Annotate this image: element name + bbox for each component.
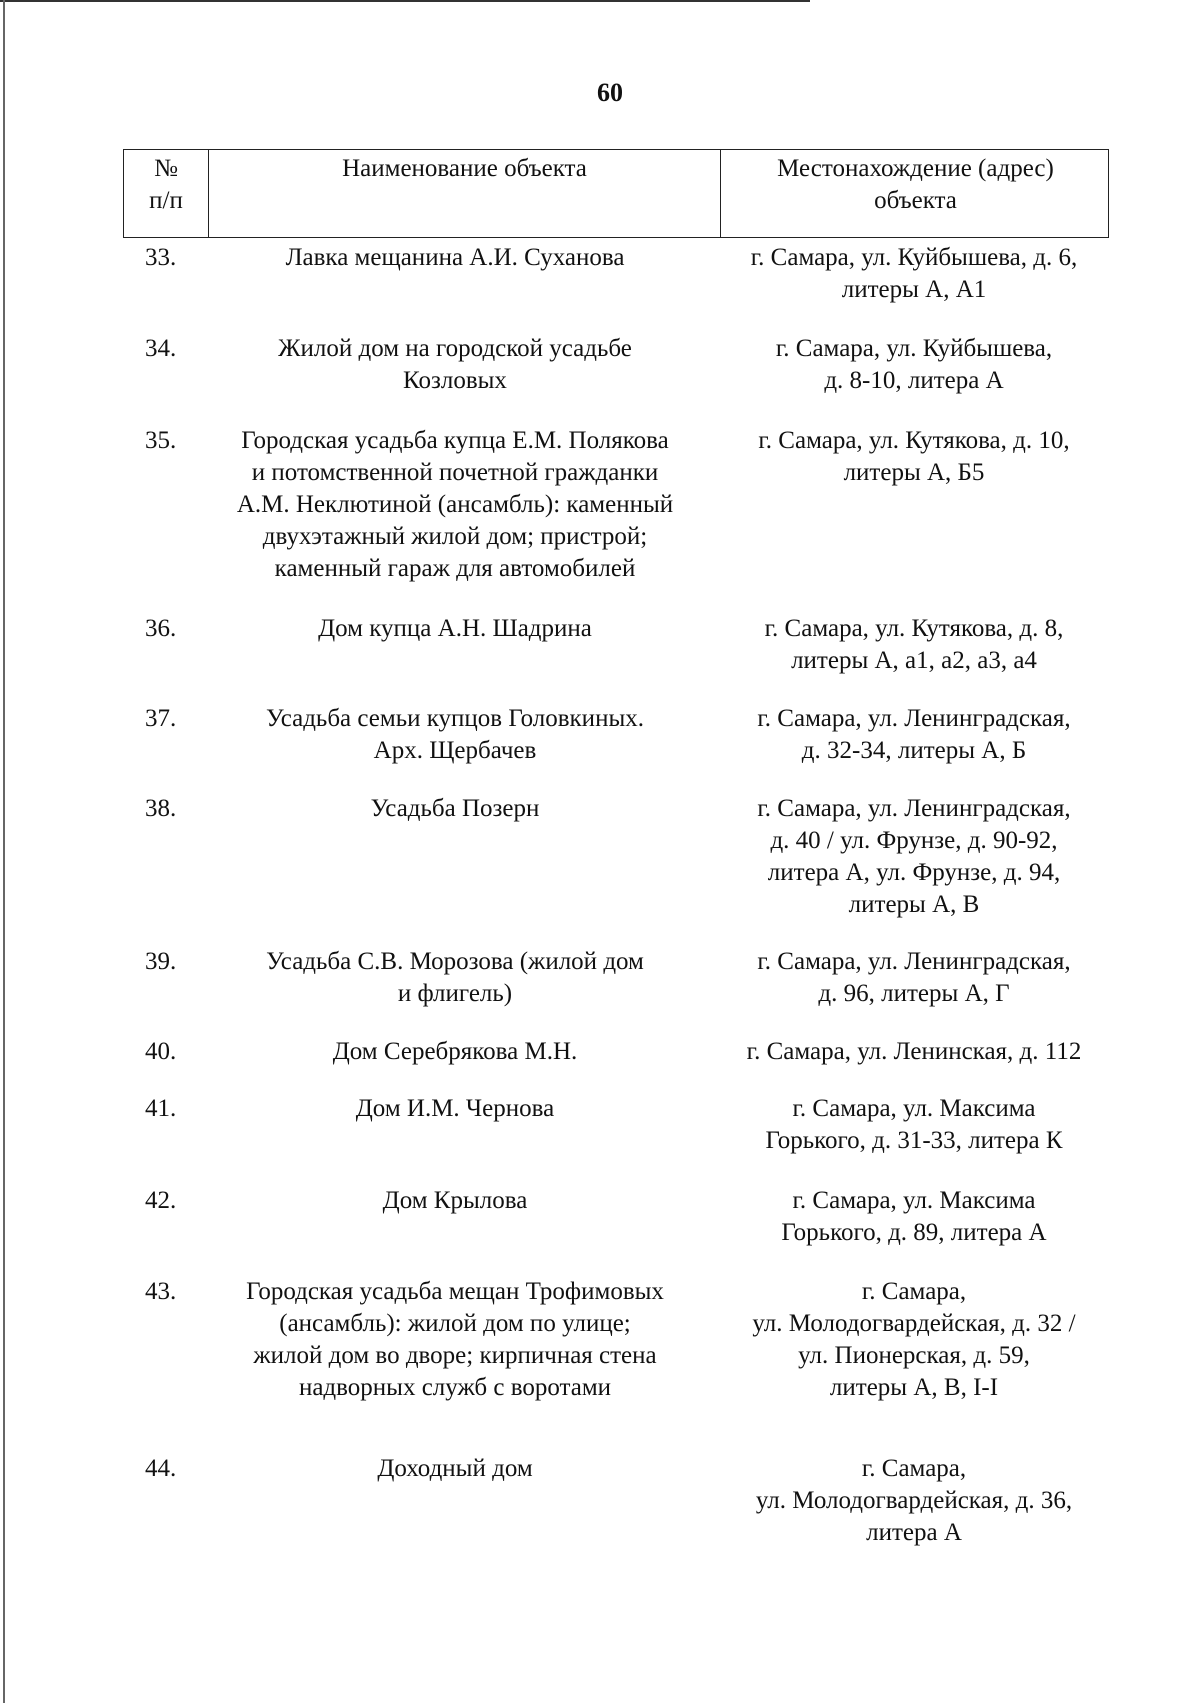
row-number: 36. [145,615,177,642]
object-name: Городская усадьба купца Е.М. Полякова и потомственной почетной гражданки А.М. Неклютиной (ансамбль): каменный двухэтажный жилой дом; пристрой; каменный гараж для автомобилей [236,427,674,582]
row-number: 40. [145,1038,177,1065]
row-number: 34. [145,335,177,362]
object-address: г. Самара, ул. Кутякова, д. 8, литеры А, а1, а2, а3, а4 [764,615,1064,674]
scan-edge-left [3,0,5,1703]
header-object-address: Местонахождение (адрес) объекта [777,155,1054,214]
object-name: Жилой дом на городской усадьбе Козловых [278,335,632,394]
object-name: Усадьба С.В. Морозова (жилой дом и флигель) [266,948,644,1007]
row-number: 38. [145,795,177,822]
object-address: г. Самара, ул. Ленинская, д. 112 [746,1038,1082,1065]
table-header [123,149,1109,238]
object-address: г. Самара, ул. Ленинградская, д. 40 / ул. Фрунзе, д. 90-92, литера А, ул. Фрунзе, д. 94, литеры А, В [757,795,1071,918]
object-name: Усадьба Позерн [370,795,540,822]
header-object-name: Наименование объекта [209,150,721,237]
object-name: Лавка мещанина А.И. Суханова [285,244,625,271]
object-address: г. Самара, ул. Куйбышева, д. 6, литеры А, А1 [750,244,1078,303]
object-address: г. Самара, ул. Максима Горького, д. 89, литера А [781,1187,1047,1246]
object-address: г. Самара, ул. Куйбышева, д. 8-10, литера А [775,335,1053,394]
page-number: 60 [597,78,623,107]
object-name: Дом Крылова [382,1187,528,1214]
object-name: Дом Серебрякова М.Н. [332,1038,578,1065]
object-name: Городская усадьба мещан Трофимовых (ансамбль): жилой дом по улице; жилой дом во дворе; кирпичная стена надворных служб с воротами [246,1278,664,1401]
object-address: г. Самара, ул. Молодогвардейская, д. 32 / ул. Пионерская, д. 59, литеры А, В, I-I [752,1278,1076,1401]
row-number: 35. [145,427,177,454]
row-number: 39. [145,948,177,975]
row-number: 44. [145,1455,177,1482]
object-name: Дом купца А.Н. Шадрина [318,615,592,642]
row-number: 42. [145,1187,177,1214]
object-name: Дом И.М. Чернова [355,1095,555,1122]
object-address: г. Самара, ул. Максима Горького, д. 31-33, литера К [765,1095,1063,1154]
row-number: 41. [145,1095,177,1122]
object-name: Усадьба семьи купцов Головкиных. Арх. Щербачев [266,705,644,764]
row-number: 43. [145,1278,177,1305]
object-address: г. Самара, ул. Ленинградская, д. 96, литеры А, Г [757,948,1071,1007]
row-number: 37. [145,705,177,732]
scan-edge-top [0,0,810,2]
object-name: Доходный дом [377,1455,533,1482]
object-address: г. Самара, ул. Кутякова, д. 10, литеры А, Б5 [758,427,1070,486]
object-address: г. Самара, ул. Молодогвардейская, д. 36, литера А [755,1455,1073,1546]
row-number: 33. [145,244,177,271]
header-number: № п/п [124,150,209,237]
object-address: г. Самара, ул. Ленинградская, д. 32-34, литеры А, Б [757,705,1071,764]
